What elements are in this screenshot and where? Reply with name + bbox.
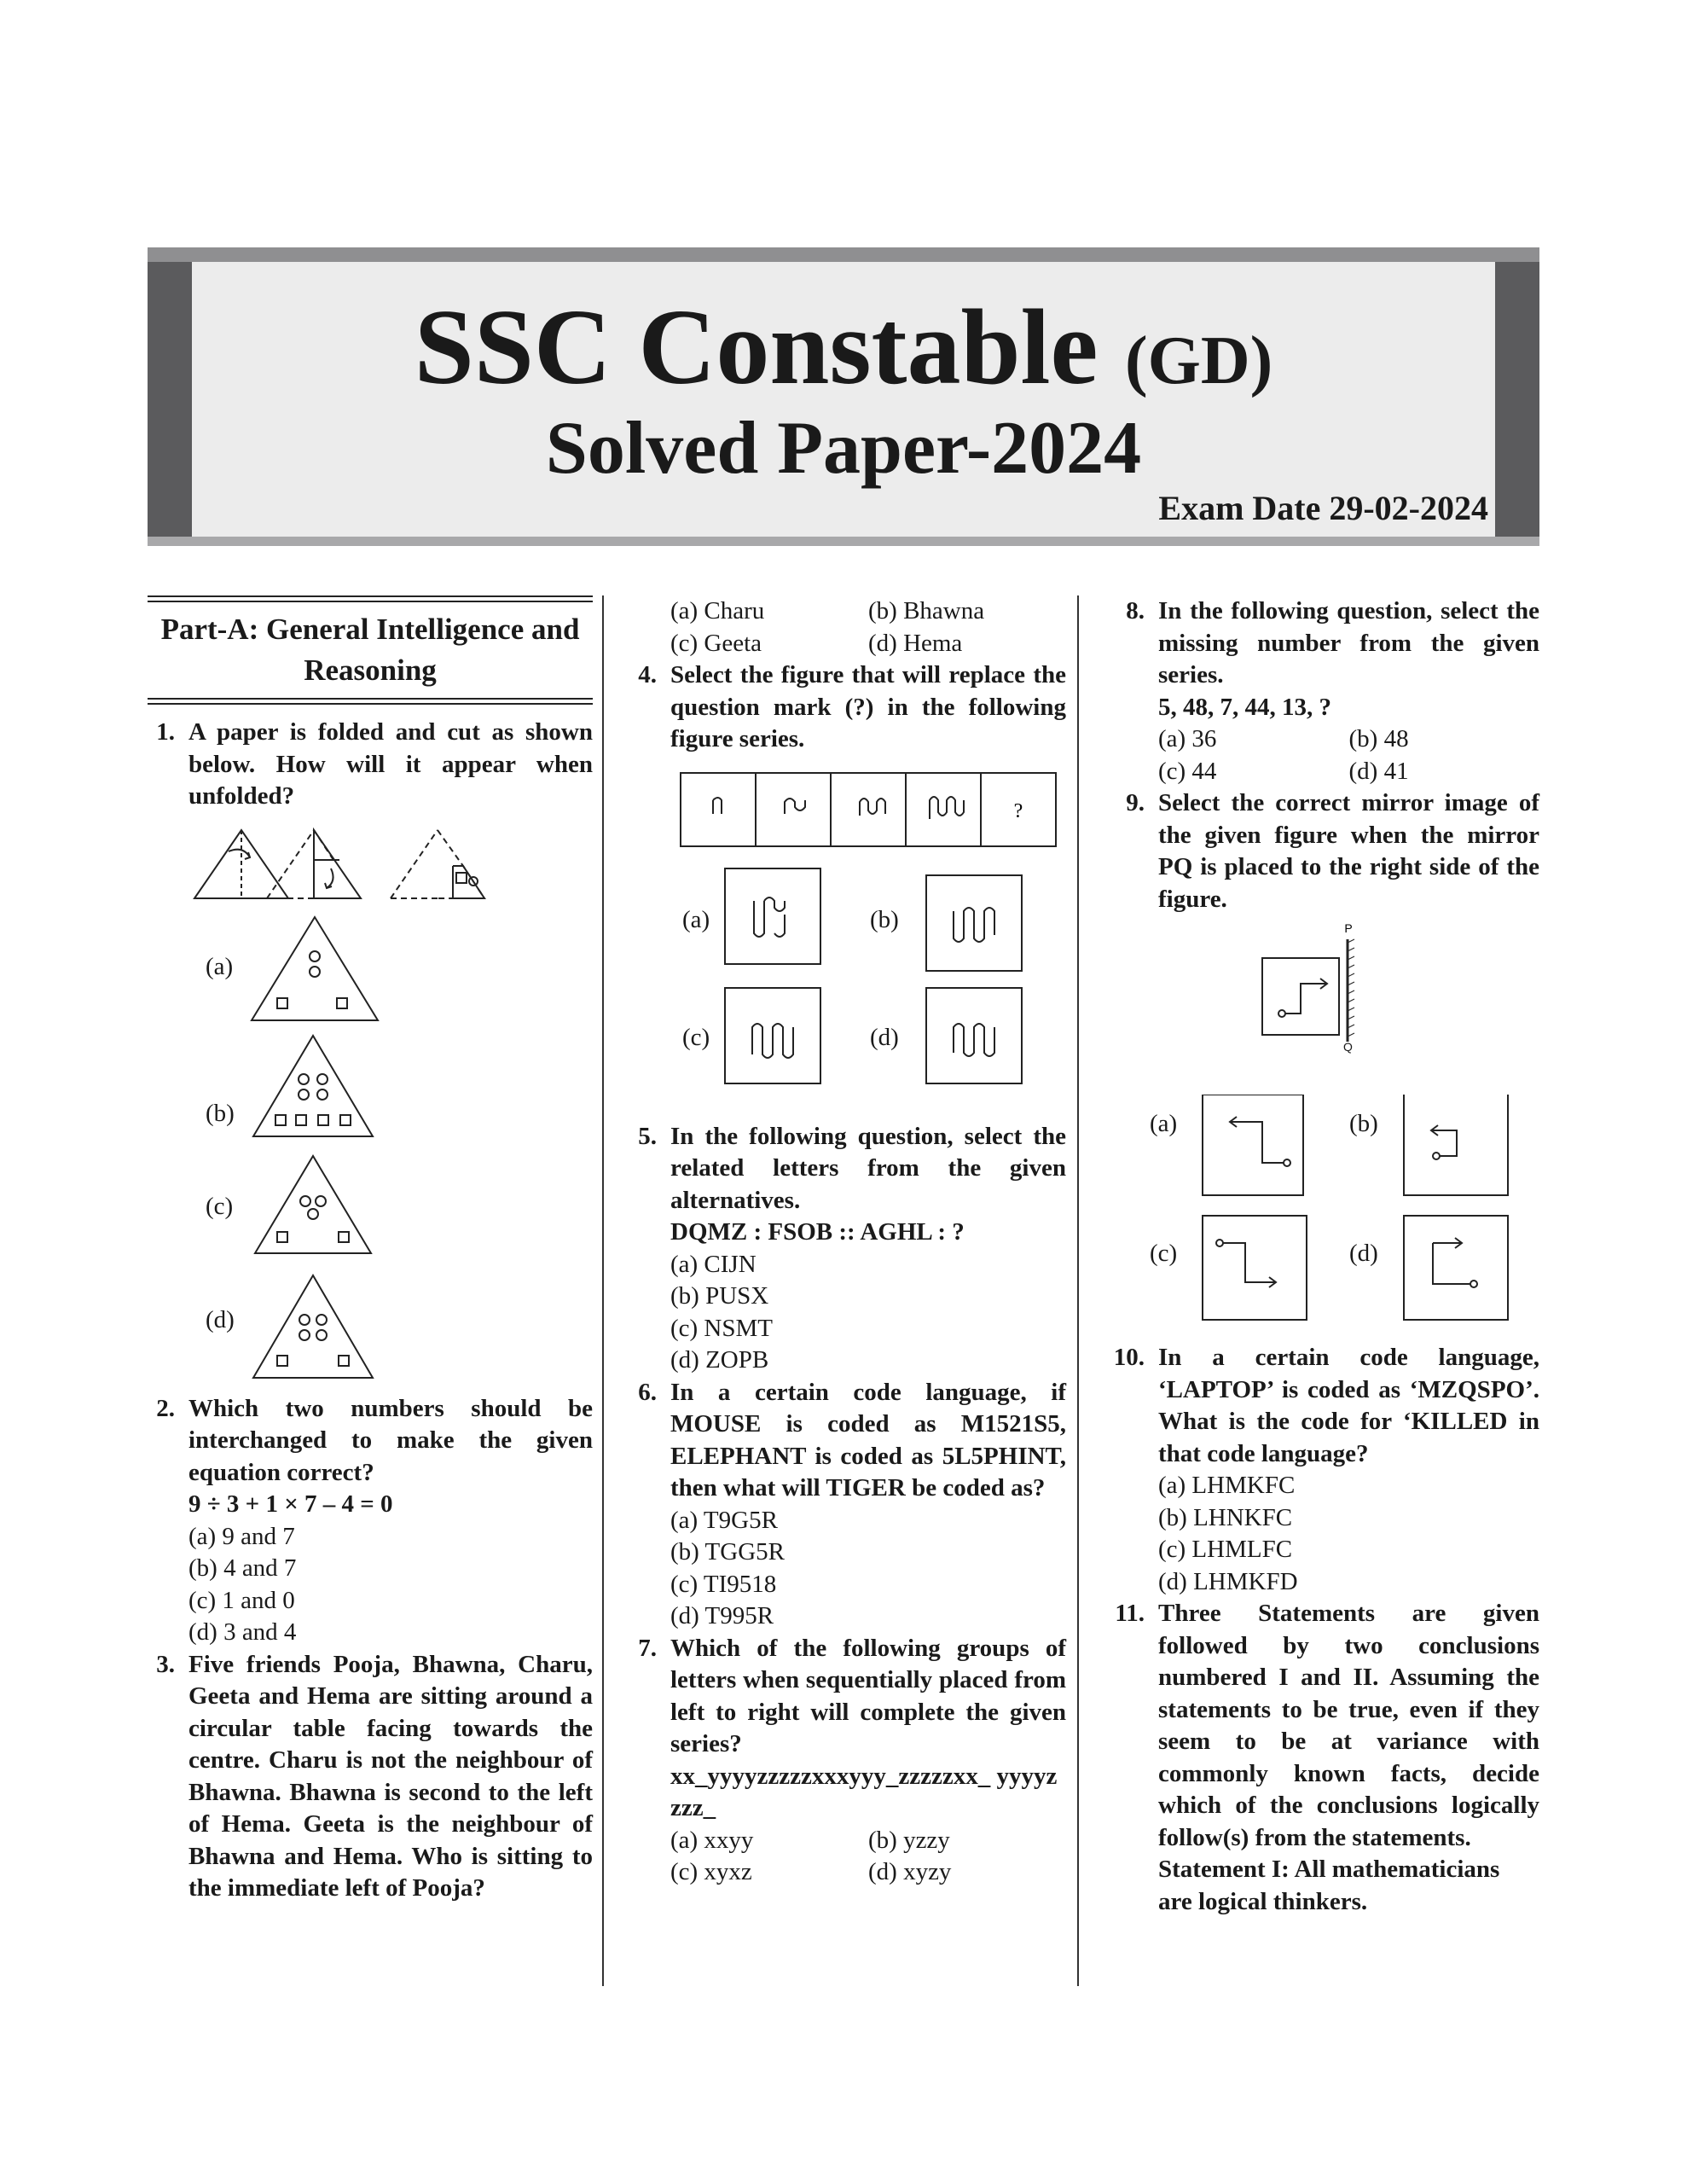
question-text: In a certain code language, ‘LAPTOP’ is coded as ‘MZQSPO’. What is the code for ‘KILLED in that code language? [1158,1344,1539,1467]
option-b-label: (b) [1349,1110,1378,1137]
option-b-figure [253,1036,373,1136]
option-d-figure [253,1275,373,1378]
question-text: In the following question, select the related letters from the given alternatives. [670,1122,1066,1214]
option-c-figure [1203,1216,1307,1320]
option-b: (b) LHNKFC [1158,1503,1293,1531]
option-c-label: (c) [206,1192,234,1220]
option-d-label: (d) [206,1305,235,1333]
question-text: Three Statements are given followed by two conclusions numbered I and II. Assuming the statements to be true, even if they seem to be at variance with commonly known facts, decide which of the conclusions logically follow(s) from the statements. [1158,1600,1539,1851]
option-c: (c) LHMLFC [1158,1536,1293,1563]
question-text: Select the figure that will replace the question mark (?) in the following figure series. [670,661,1066,752]
option-a-figure [1203,1095,1303,1195]
question-number: 10. [1113,1344,1145,1371]
question-number: 9. [1126,789,1145,816]
question-8 [1109,595,1539,692]
option-a: (a) T9G5R [670,1506,778,1534]
question-11 [1109,1598,1539,1854]
option-c: (c) Geeta [670,629,762,657]
question-text: A paper is folded and cut as shown below. How will it appear when unfolded? [188,718,593,810]
option-d: (d) LHMKFD [1158,1567,1298,1595]
question-number: 4. [638,661,657,688]
equation: 9 ÷ 3 + 1 × 7 – 4 = 0 [188,1490,393,1518]
question-number: 6. [638,1378,657,1406]
question-number: 11. [1115,1600,1145,1627]
figure-series [629,766,1066,860]
page-subtitle: Solved Paper-2024 [545,407,1142,490]
question-1 [148,717,593,813]
column-1 [148,595,593,1905]
mirror-question-figure [1109,915,1539,1043]
mirror-q-label: Q [1343,1040,1353,1054]
statement-1: Statement I: All mathematicians are logical thinkers. [1158,1856,1500,1915]
column-3 [1109,595,1539,1918]
option-d: (d) 41 [1348,757,1409,785]
question-number: 3. [156,1650,175,1678]
option-a-box [725,868,820,964]
option-c-figure [255,1156,371,1253]
option-d-label: (d) [1349,1240,1378,1267]
folded-triangle-2 [267,830,335,898]
mirror-q-row [1109,1040,1539,1095]
option-b-label: (b) [206,1099,235,1127]
column-divider-1 [602,595,604,1986]
question-9 [1109,787,1539,915]
folded-triangle-3 [391,830,438,898]
option-d: (d) xyzy [868,1858,952,1885]
question-number: 7. [638,1634,657,1662]
question-5 [629,1121,1066,1217]
option-d-label: (d) [870,1023,899,1051]
exam-date: Exam Date 29-02-2024 [1158,489,1488,527]
question-text: Select the correct mirror image of the given figure when the mirror PQ is placed to the right side of the figure. [1158,789,1539,913]
square-cut [456,873,467,883]
option-b: (b) Bhawna [868,597,985,624]
question-3 [148,1649,593,1905]
option-a: (a) 36 [1158,725,1217,752]
option-b: (b) 4 and 7 [188,1554,297,1582]
question-text: Which two numbers should be interchanged to make the given equation correct? [188,1394,593,1486]
section-heading: Part-A: General Intelligence and Reasoning [160,613,580,687]
question-number: 8. [1126,597,1145,624]
option-b-label: (b) [870,905,899,933]
wave-2 [785,799,805,814]
q9-option-figures [1109,1095,1539,1342]
column-divider-2 [1077,595,1079,1986]
question-10 [1109,1342,1539,1470]
heading-rule-bottom [148,698,593,705]
option-a-label: (a) [1150,1110,1178,1137]
question-number: 5. [638,1122,657,1150]
question-text: Which of the following groups of letters when sequentially placed from left to right will complete the given series? [670,1634,1066,1757]
question-text: In the following question, select the missing number from the given series. [1158,597,1539,688]
q9-options [1109,1095,1539,1342]
option-b: (b) PUSX [670,1282,769,1310]
banner-top-strip [148,247,1539,262]
option-b: (b) yzzy [868,1826,950,1854]
question-number: 1. [156,718,175,746]
option-b: (b) TGG5R [670,1538,785,1565]
mirror-p-label: P [1344,921,1353,935]
option-c: (c) TI9518 [670,1570,777,1598]
q4-options [629,860,1066,1106]
question-7 [629,1633,1066,1761]
wave-4 [930,797,964,819]
wave-3 [860,799,885,816]
option-d: (d) Hema [868,629,963,657]
q1-option-figures [148,907,593,1393]
q4-option-figures [629,860,1066,1106]
option-c-label: (c) [1150,1240,1178,1267]
analogy-pair: DQMZ : FSOB :: AGHL : ? [670,1218,965,1246]
q3-options [629,595,1066,659]
option-a-label: (a) [206,952,234,980]
option-a: (a) 9 and 7 [188,1522,295,1550]
option-c-label: (c) [682,1023,710,1051]
question-6 [629,1377,1066,1505]
option-a: (a) xxyy [670,1826,754,1854]
option-d-figure [1404,1216,1508,1320]
page-title: SSC Constable (GD) [414,288,1273,407]
option-b: (b) 48 [1348,725,1409,752]
q1-options [148,907,593,1393]
question-number: 2. [156,1394,175,1422]
banner-panel [192,262,1495,537]
option-d: (d) 3 and 4 [188,1618,297,1646]
title-banner [148,247,1539,546]
letter-series: xx_yyyyzzzzzxxxyyy_zzzzzxx_ yyyyzzzz_ [670,1762,1058,1821]
option-a-label: (a) [682,905,710,933]
question-4 [629,659,1066,756]
question-text: Five friends Pooja, Bhawna, Charu, Geeta and Hema are sitting around a circular table facing towards the centre. Charu is not the neighbour of Bhawna. Bhawna is second to the left of Hema. Geeta is the neighbour of Bhawna and Hema. Who is sitting to the immediate left of Pooja? [188,1650,593,1902]
fold-cut-figure [148,822,593,907]
column-2 [629,595,1066,1889]
option-b-figure [1404,1095,1508,1195]
option-c: (c) 44 [1158,757,1217,785]
banner-bottom-strip [148,537,1539,546]
option-d: (d) ZOPB [670,1346,769,1374]
option-a: (a) Charu [670,597,765,624]
option-d: (d) T995R [670,1602,774,1629]
wave-1 [713,798,722,814]
option-c: (c) 1 and 0 [188,1586,295,1614]
question-text: In a certain code language, if MOUSE is coded as M1521S5, ELEPHANT is coded as 5L5PHINT, then what will TIGER be coded as? [670,1378,1066,1502]
q7-options [629,1825,1066,1889]
question-mark: ? [1013,799,1023,822]
title-suffix: (GD) [1124,323,1273,398]
option-a-figure [252,917,378,1020]
option-a: (a) CIJN [670,1250,757,1278]
question-2 [148,1393,593,1490]
heading-rule-top [148,595,593,602]
option-c: (c) NSMT [670,1314,774,1342]
option-a: (a) LHMKFC [1158,1472,1296,1499]
number-series: 5, 48, 7, 44, 13, ? [1158,693,1331,721]
option-c: (c) xyxz [670,1858,752,1885]
q8-options [1109,723,1539,787]
